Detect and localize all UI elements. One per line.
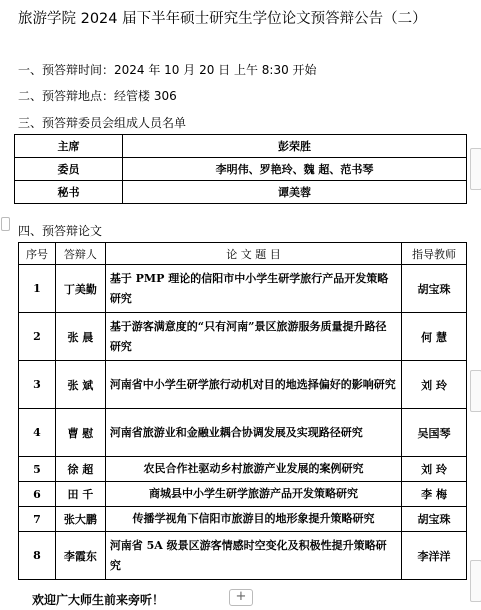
thesis-no: 4 [19,409,56,457]
thesis-student: 张大鹏 [55,507,105,532]
committee-names: 李明伟、罗艳玲、魏 超、范书琴 [123,158,467,181]
header-topic: 论 文 题 目 [105,243,401,265]
thesis-student: 曹 慰 [55,409,105,457]
thesis-advisor: 吴国琴 [402,409,467,457]
committee-role: 主席 [15,135,123,158]
thesis-advisor: 胡宝珠 [402,265,467,313]
committee-heading: 三、预答辩委员会组成人员名单 [18,116,187,130]
committee-table [14,134,467,204]
add-row-button[interactable]: + [229,589,253,606]
thesis-topic: 河南省 5A 级景区游客情感时空变化及积极性提升策略研究 [105,532,401,580]
thesis-no: 6 [19,482,56,507]
table-row [19,265,467,313]
defense-place: 二、预答辩地点：经管楼 306 [18,89,177,103]
thesis-student: 张 晨 [55,313,105,361]
table-resize-handle[interactable] [470,148,481,190]
committee-role: 委员 [15,158,123,181]
thesis-no: 8 [19,532,56,580]
thesis-topic: 基于游客满意度的“只有河南”景区旅游服务质量提升路径研究 [105,313,401,361]
thesis-student: 徐 超 [55,457,105,482]
thesis-topic: 商城县中小学生研学旅游产品开发策略研究 [105,482,401,507]
table-row [19,482,467,507]
theses-table [18,242,467,580]
thesis-no: 1 [19,265,56,313]
table-row [15,181,467,204]
thesis-topic: 河南省中小学生研学旅行动机对目的地选择偏好的影响研究 [105,361,401,409]
table-resize-handle[interactable] [470,560,481,602]
header-advisor: 指导教师 [402,243,467,265]
thesis-advisor: 刘 玲 [402,361,467,409]
table-row [15,158,467,181]
table-row-handle[interactable] [1,217,10,231]
committee-names: 彭荣胜 [123,135,467,158]
thesis-advisor: 何 慧 [402,313,467,361]
thesis-student: 李霞东 [55,532,105,580]
table-row [19,457,467,482]
table-row [19,507,467,532]
table-row [15,135,467,158]
theses-heading: 四、预答辩论文 [18,224,103,238]
footer-text: 欢迎广大师生前来旁听！ [32,593,165,607]
table-resize-handle[interactable] [470,370,481,412]
thesis-advisor: 胡宝珠 [402,507,467,532]
thesis-no: 5 [19,457,56,482]
thesis-advisor: 刘 玲 [402,457,467,482]
table-row [19,361,467,409]
header-no: 序号 [19,243,56,265]
table-row [19,313,467,361]
defense-time: 一、预答辩时间：2024 年 10 月 20 日 上午 8:30 开始 [18,63,317,77]
thesis-topic: 基于 PMP 理论的信阳市中小学生研学旅行产品开发策略研究 [105,265,401,313]
thesis-no: 2 [19,313,56,361]
thesis-no: 7 [19,507,56,532]
table-header-row [19,243,467,265]
committee-role: 秘书 [15,181,123,204]
table-row [19,532,467,580]
thesis-topic: 河南省旅游业和金融业耦合协调发展及实现路径研究 [105,409,401,457]
thesis-student: 丁美勤 [55,265,105,313]
table-row [19,409,467,457]
header-student: 答辩人 [55,243,105,265]
committee-names: 谭美蓉 [123,181,467,204]
thesis-advisor: 李洋洋 [402,532,467,580]
thesis-topic: 农民合作社驱动乡村旅游产业发展的案例研究 [105,457,401,482]
thesis-student: 张 斌 [55,361,105,409]
thesis-student: 田 千 [55,482,105,507]
page-title: 旅游学院 2024 届下半年硕士研究生学位论文预答辩公告（二） [18,11,427,27]
thesis-no: 3 [19,361,56,409]
thesis-advisor: 李 梅 [402,482,467,507]
thesis-topic: 传播学视角下信阳市旅游目的地形象提升策略研究 [105,507,401,532]
